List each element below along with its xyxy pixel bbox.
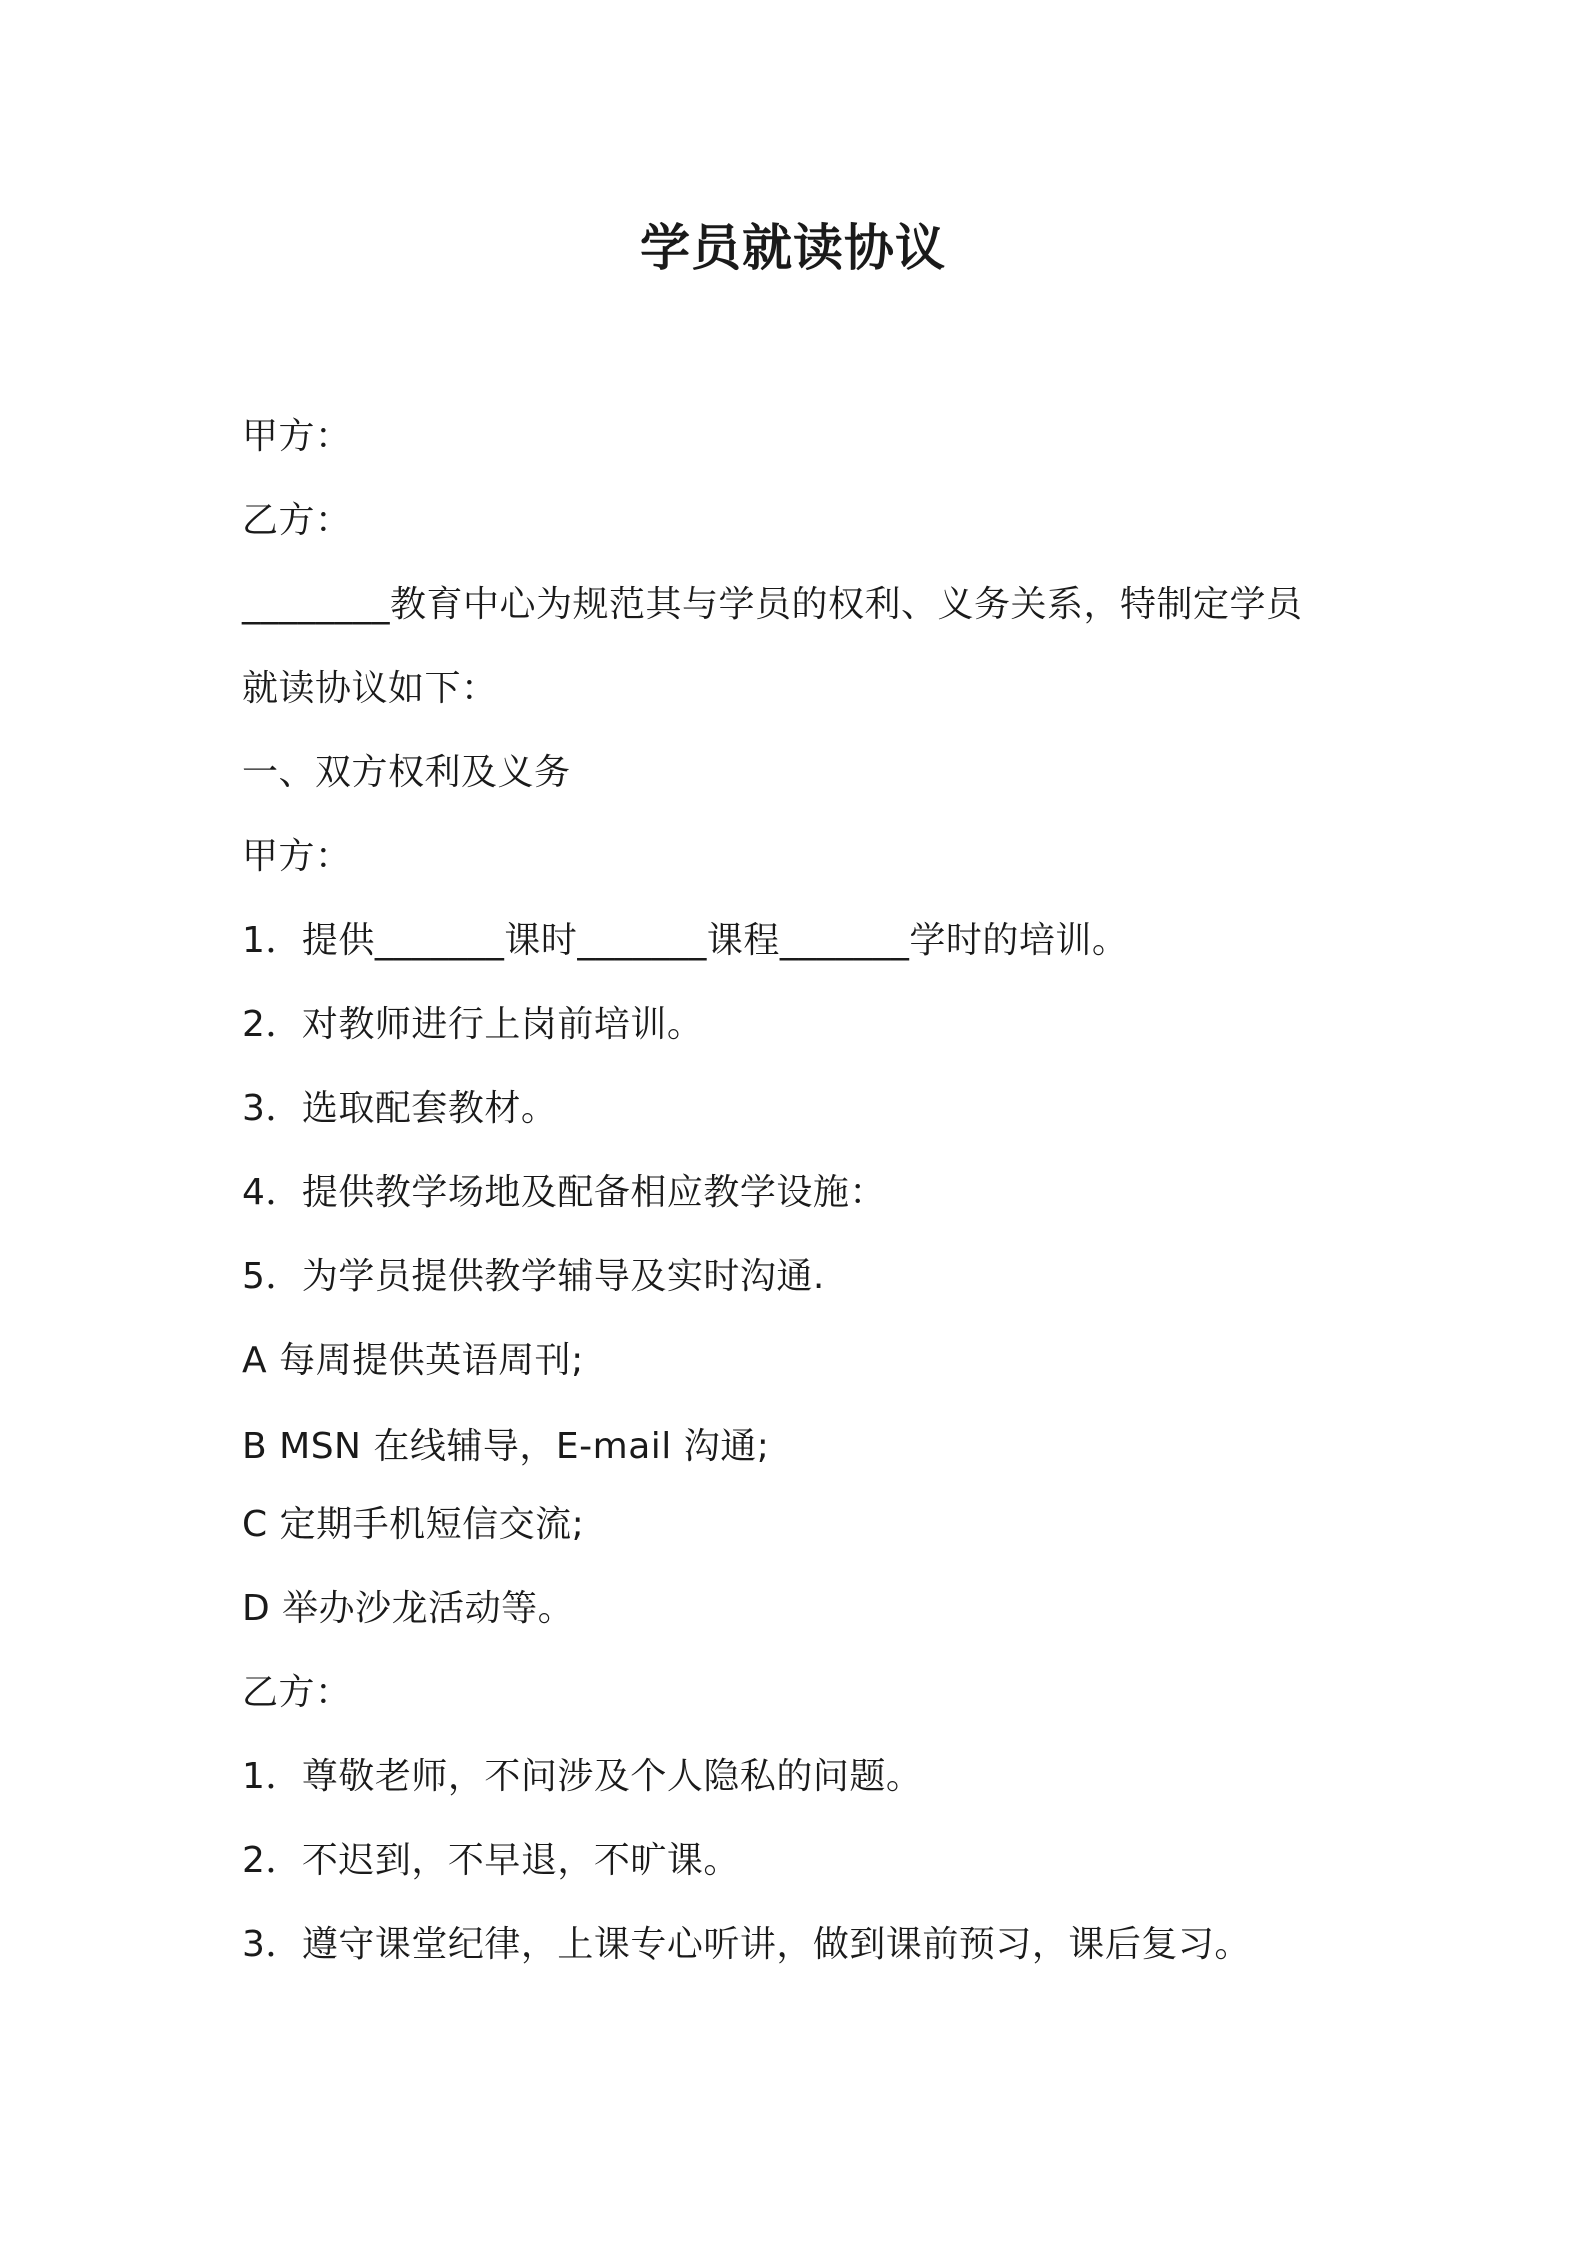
party-b-item-2: 2．不迟到，不早退，不旷课。 bbox=[242, 1840, 740, 1881]
sub-item-a: A 每周提供英语周刊; bbox=[242, 1340, 584, 1381]
party-a-duties-label: 甲方： bbox=[242, 836, 352, 877]
party-b-item-1: 1．尊敬老师，不问涉及个人隐私的问题。 bbox=[242, 1756, 923, 1797]
party-a-item-1: 1．提供_______课时_______课程_______学时的培训。 bbox=[242, 920, 1129, 961]
document-title: 学员就读协议 bbox=[640, 219, 946, 277]
party-a-item-4: 4．提供教学场地及配备相应教学设施： bbox=[242, 1172, 886, 1213]
sub-item-c: C 定期手机短信交流; bbox=[242, 1504, 585, 1545]
party-a-item-3: 3．选取配套教材。 bbox=[242, 1088, 558, 1129]
party-a-item-5: 5．为学员提供教学辅导及实时沟通. bbox=[242, 1256, 825, 1297]
party-b-item-3: 3．遵守课堂纪律，上课专心听讲，做到课前预习，课后复习。 bbox=[242, 1924, 1251, 1965]
party-b-label: 乙方： bbox=[242, 500, 352, 541]
sub-item-d: D 举办沙龙活动等。 bbox=[242, 1588, 575, 1629]
preamble-line-1: ________教育中心为规范其与学员的权利、义务关系，特制定学员 bbox=[242, 584, 1303, 625]
section-heading: 一、双方权利及义务 bbox=[242, 752, 571, 793]
party-a-item-2: 2．对教师进行上岗前培训。 bbox=[242, 1004, 704, 1045]
preamble-line-2: 就读协议如下： bbox=[242, 668, 498, 709]
party-a-label: 甲方： bbox=[242, 416, 352, 457]
party-b-duties-label: 乙方： bbox=[242, 1672, 352, 1713]
sub-item-b: B MSN 在线辅导，E-mail 沟通; bbox=[242, 1426, 770, 1467]
